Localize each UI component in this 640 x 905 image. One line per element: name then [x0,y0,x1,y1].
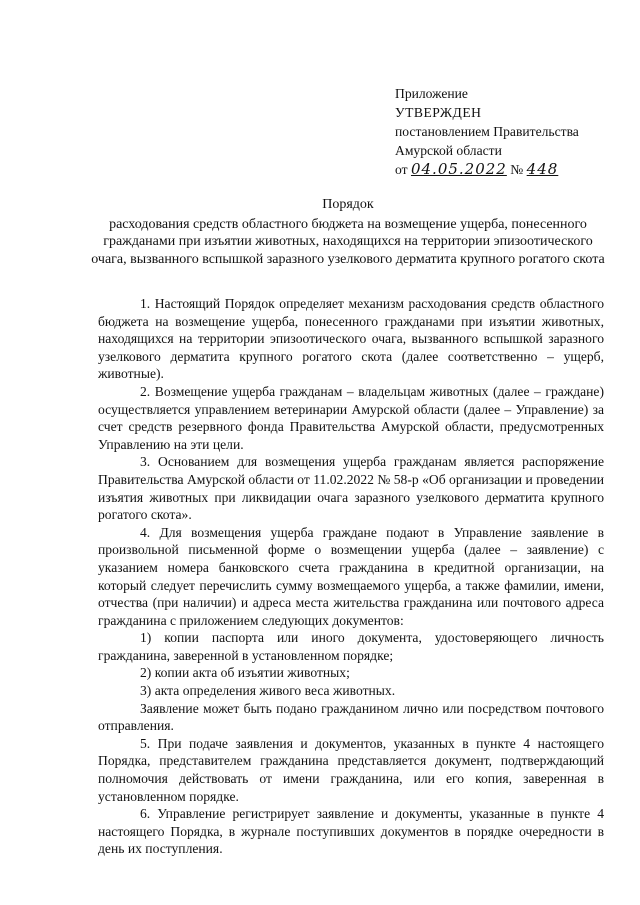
approval-block [395,84,625,179]
paragraph-submission: Заявление может быть подано гражданином лично или посредством почтового отправления. [98,700,604,734]
list-item-1: 1) копии паспорта или иного документа, удостоверяющего личность гражданина, заверенной в установленном порядке; [98,630,604,663]
list-item-3: 3) акта определения живого веса животных. [140,683,396,699]
paragraph-3: 3. Основанием для возмещения ущерба гражданам является распоряжение Правительства Амурской области от 11.02.2022 № 58-р «Об организации и проведении изъятия животных при ликвидации очага заразного узелкового дерматита крупного рогатого скота». [98,454,604,523]
paragraph-5: 5. При подаче заявления и документов, указанных в пункте 4 настоящего Порядка, представителем гражданина представляется документ, подтверждающий полномочия действовать от имени гражданина, или его копия, заверенная в установленном порядке. [98,735,604,804]
document-title [88,196,608,268]
paragraph-1: 1. Настоящий Порядок определяет механизм расходования средств областного бюджета на возмещение ущерба, понесенного гражданами при изъятии животных, находящихся на территории эпизоотического очага, вызванного вспышкой заразного узелкового дерматита крупного рогатого скота (далее соответственно – ущерб, животные). [98,296,604,382]
approval-approved-label: УТВЕРЖДЕН [395,105,482,120]
paragraph-2: 2. Возмещение ущерба гражданам – владельцам животных (далее – граждане) осуществляется управлением ветеринарии Амурской области (далее – Управление) за счет средств резервного фонда Правительства Амурской области, предусмотренных Управлению на эти цели. [98,383,604,452]
list-item-2: 2) копии акта об изъятии животных; [140,665,350,681]
approval-date-line [395,160,625,179]
approval-resolution-label: постановлением Правительства [395,124,579,139]
paragraph-6: 6. Управление регистрирует заявление и документы, указанные в пункте 4 настоящего Порядка, в журнале поступивших документов в порядке очередности в день их поступления. [98,806,604,857]
handwritten-number: 448 [526,160,559,178]
title-heading: Порядок [322,197,374,212]
date-prefix: от [395,162,408,177]
document-body [98,295,604,858]
approval-appendix-label: Приложение [395,86,468,101]
approval-region-label: Амурской области [395,143,502,158]
paragraph-4: 4. Для возмещения ущерба граждане подают в Управление заявление в произвольной письменной форме о возмещении ущерба (далее – заявление) с указанием номера банковского счета гражданина в кредитной организации, на который следует перечислить сумму возмещаемого ущерба, а также фамилии, имени, отчества (при наличии) и адреса места жительства гражданина или почтового адреса гражданина с приложением следующих документов: [98,524,604,628]
number-prefix: № [510,162,524,177]
title-subtitle: расходования средств областного бюджета на возмещение ущерба, понесенного гражданами при изъятии животных, находящихся на территории эпизоотического очага, вызванного вспышкой заразного узелкового дерматита крупного рогатого скота [91,216,605,267]
handwritten-date: 04.05.2022 [410,160,507,178]
